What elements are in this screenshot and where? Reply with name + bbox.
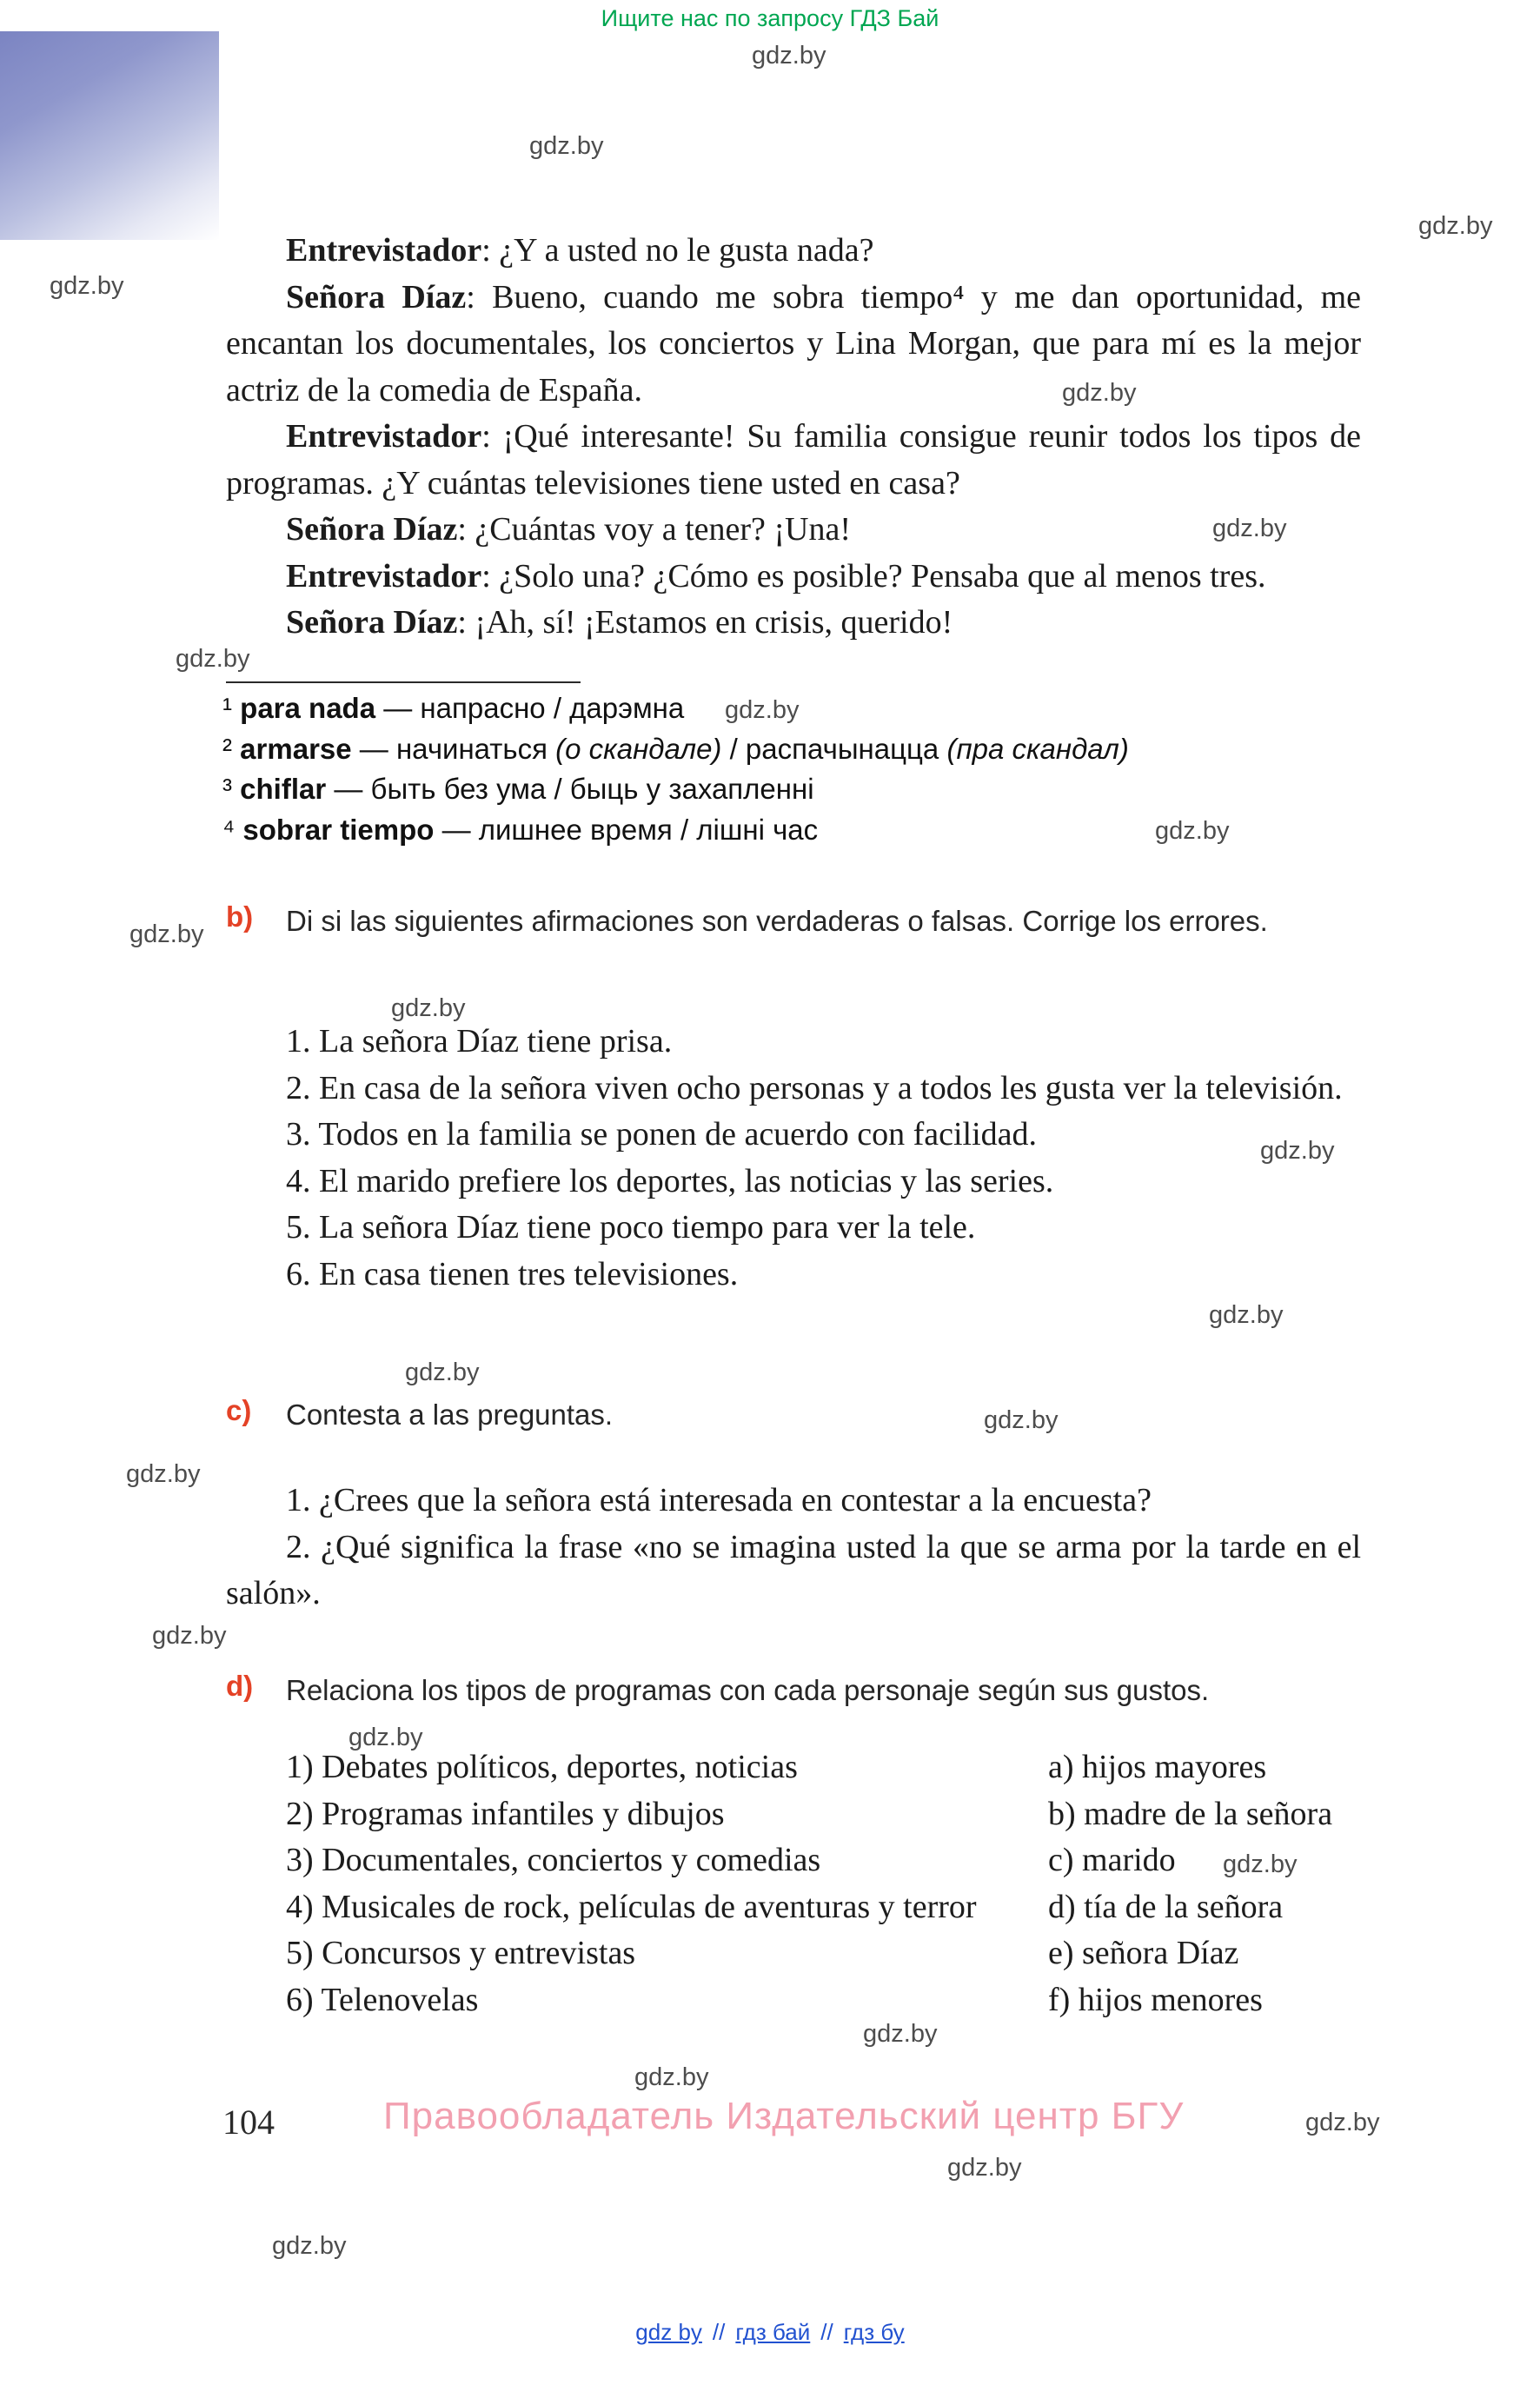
footnote-translation: — напрасно / дарэмна <box>375 692 685 724</box>
site-search-notice: Ищите нас по запросу ГДЗ Бай <box>601 5 939 31</box>
gdz-watermark: gdz.by <box>129 920 204 948</box>
copyright-holder-notice: Правообладатель Издательский центр БГУ <box>383 2095 1185 2137</box>
footnote-separator-rule <box>226 681 581 683</box>
gdz-watermark: gdz.by <box>863 2020 938 2048</box>
gdz-watermark: gdz.by <box>1260 1137 1335 1165</box>
footnote-number: ¹ <box>222 692 232 724</box>
dialogue-paragraph <box>226 600 1361 647</box>
program-type-item: 5) Concursos y entrevistas <box>286 1935 636 1971</box>
person-item: f) hijos menores <box>1048 1981 1263 2018</box>
gdz-watermark: gdz.by <box>1305 2109 1380 2136</box>
dialogue-paragraph <box>226 554 1361 601</box>
program-type-item: 4) Musicales de rock, películas de aventuras y terror <box>286 1888 977 1925</box>
statement-item: 4. El marido prefiere los deportes, las noticias y las series. <box>286 1162 1054 1199</box>
footer-link-gdz-by[interactable]: gdz by <box>635 2319 702 2345</box>
dialogue-text: : ¿Y a usted no le gusta nada? <box>481 232 874 269</box>
statement-item: 1. La señora Díaz tiene prisa. <box>286 1023 673 1060</box>
question-item: 2. ¿Qué significa la frase «no se imagina usted la que se arma por la tarde en el salón». <box>226 1528 1361 1611</box>
gdz-watermark: gdz.by <box>152 1622 227 1650</box>
footnote-translation: / распачынацца <box>721 732 947 765</box>
program-type-item: 3) Documentales, conciertos y comedias <box>286 1842 821 1878</box>
footnotes-block <box>222 688 1370 850</box>
exercise-c-instruction: Contesta a las preguntas. <box>286 1398 614 1431</box>
footnote-number: ³ <box>222 773 232 805</box>
gdz-watermark: gdz.by <box>1223 1850 1298 1878</box>
page-number: 104 <box>222 2103 275 2142</box>
dialogue-text: : ¿Solo una? ¿Cómo es posible? Pensaba que al menos tres. <box>481 557 1266 595</box>
exercise-c-label: c) <box>226 1394 252 1426</box>
dialogue-paragraph <box>226 228 1361 275</box>
matching-right-column <box>1048 1744 1500 2023</box>
footnote-number: ² <box>222 732 232 765</box>
footnote-term: armarse <box>240 732 352 765</box>
person-item: e) señora Díaz <box>1048 1935 1239 1971</box>
footer-link-separator: // <box>712 2319 726 2345</box>
footnote-italic-note: (пра скандал) <box>946 732 1129 765</box>
dialogue-paragraph <box>226 414 1361 507</box>
gdz-watermark: gdz.by <box>1062 379 1137 407</box>
gdz-watermark: gdz.by <box>752 42 826 70</box>
gdz-watermark: gdz.by <box>50 272 124 300</box>
gdz-watermark: gdz.by <box>947 2154 1022 2182</box>
statement-item: 5. La señora Díaz tiene poco tiempo para ver la tele. <box>286 1209 976 1246</box>
gdz-watermark: gdz.by <box>1155 817 1230 845</box>
dialogue-text: : Bueno, cuando me sobra tiempo⁴ y me dan oportunidad, me encantan los documentales, los conciertos y Lina Morgan, que para mí es la mejor actriz de la comedia de España. <box>226 278 1361 409</box>
program-type-item: 2) Programas infantiles y dibujos <box>286 1795 725 1832</box>
person-item: b) madre de la señora <box>1048 1795 1333 1832</box>
gdz-watermark: gdz.by <box>405 1359 480 1386</box>
exercise-b-label: b) <box>226 900 254 933</box>
gdz-watermark: gdz.by <box>272 2232 347 2260</box>
exercise-c-items <box>226 1478 1361 1618</box>
gdz-watermark: gdz.by <box>984 1406 1059 1434</box>
exercise-b-items <box>226 1019 1361 1298</box>
gdz-watermark: gdz.by <box>529 132 604 160</box>
exercise-d-label: d) <box>226 1670 254 1702</box>
footer-link-gdz-bai[interactable]: гдз бай <box>735 2319 811 2345</box>
gdz-watermark: gdz.by <box>1209 1301 1284 1329</box>
speaker-name: Entrevistador <box>286 232 482 269</box>
footnote <box>222 688 1370 729</box>
gdz-watermark: gdz.by <box>391 994 466 1022</box>
gdz-watermark: gdz.by <box>348 1724 423 1751</box>
footnote-italic-note: (о скандале) <box>555 732 722 765</box>
footer-link-gdz-bu[interactable]: гдз бу <box>843 2319 905 2345</box>
person-item: d) tía de la señora <box>1048 1888 1284 1925</box>
gdz-watermark: gdz.by <box>1418 212 1493 240</box>
footnote <box>222 769 1370 810</box>
matching-left-column <box>286 1744 981 2023</box>
footnote-term: chiflar <box>240 773 327 805</box>
gdz-watermark: gdz.by <box>634 2063 709 2091</box>
gdz-watermark: gdz.by <box>1212 515 1287 542</box>
dialogue-text: : ¡Qué interesante! Su familia consigue reunir todos los tipos de programas. ¿Y cuántas televisiones tiene usted en casa? <box>226 418 1361 502</box>
gdz-watermark: gdz.by <box>126 1460 201 1488</box>
footnote <box>222 729 1370 770</box>
person-item: c) marido <box>1048 1842 1176 1878</box>
speaker-name: Entrevistador <box>286 557 482 595</box>
gdz-watermark: gdz.by <box>176 645 250 673</box>
footnote-translation: — начинаться <box>351 732 556 765</box>
dialogue-paragraph <box>226 275 1361 415</box>
exercise-b-instruction: Di si las siguientes afirmaciones son verdaderas o falsas. Corrige los errores. <box>286 905 1268 937</box>
statement-item: 3. Todos en la familia se ponen de acuerdo con facilidad. <box>286 1116 1037 1153</box>
speaker-name: Entrevistador <box>286 418 482 455</box>
dialogue-block <box>226 228 1361 647</box>
person-item: a) hijos mayores <box>1048 1749 1267 1785</box>
speaker-name: Señora Díaz <box>286 511 458 548</box>
question-item: 1. ¿Crees que la señora está interesada en contestar a la encuesta? <box>286 1482 1152 1518</box>
footnote-number: ⁴ <box>222 813 236 846</box>
footnote-translation: — быть без ума / быць у захапленні <box>326 773 814 805</box>
speaker-name: Señora Díaz <box>286 604 458 641</box>
program-type-item: 1) Debates políticos, deportes, noticias <box>286 1749 798 1785</box>
statement-item: 6. En casa tienen tres televisiones. <box>286 1255 739 1292</box>
dialogue-text: : ¿Cuántas voy a tener? ¡Una! <box>457 511 852 548</box>
corner-gradient-decoration <box>0 31 219 240</box>
dialogue-text: : ¡Ah, sí! ¡Estamos en crisis, querido! <box>457 604 953 641</box>
footnote-translation: — лишнее время / лішні час <box>434 813 819 846</box>
speaker-name: Señora Díaz <box>286 278 467 316</box>
footnote-term: para nada <box>240 692 376 724</box>
statement-item: 2. En casa de la señora viven ocho personas y a todos les gusta ver la televisión. <box>286 1069 1343 1106</box>
footnote-term: sobrar tiempo <box>242 813 435 846</box>
exercise-d-instruction: Relaciona los tipos de programas con cada personaje según sus gustos. <box>286 1674 1210 1706</box>
footnote <box>222 810 1370 851</box>
gdz-watermark: gdz.by <box>725 696 800 724</box>
program-type-item: 6) Telenovelas <box>286 1981 479 2018</box>
dialogue-paragraph <box>226 507 1361 554</box>
footer-links <box>0 2319 1540 2346</box>
footer-link-separator: // <box>820 2319 833 2345</box>
